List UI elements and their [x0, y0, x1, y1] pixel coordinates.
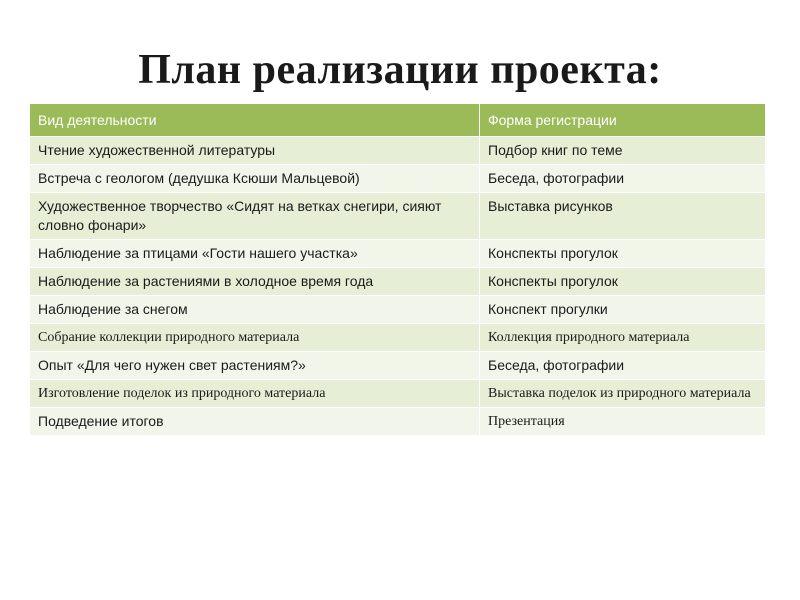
cell-registration: Выставка рисунков	[480, 193, 766, 240]
plan-table	[29, 103, 766, 436]
cell-activity: Чтение художественной литературы	[30, 137, 480, 165]
table-row	[30, 240, 766, 268]
table-row	[30, 165, 766, 193]
table-row	[30, 296, 766, 324]
table-row	[30, 268, 766, 296]
cell-activity: Встреча с геологом (дедушка Ксюши Мальцевой)	[30, 165, 480, 193]
cell-registration: Презентация	[480, 408, 766, 436]
cell-activity: Художественное творчество «Сидят на ветках снегири, сияют словно фонари»	[30, 193, 480, 240]
table-row	[30, 352, 766, 380]
cell-registration: Конспекты прогулок	[480, 268, 766, 296]
cell-registration: Выставка поделок из природного материала	[480, 380, 766, 408]
header-registration: Форма регистрации	[480, 104, 766, 137]
table-row	[30, 408, 766, 436]
page-title: План реализации проекта:	[138, 47, 662, 93]
cell-activity: Наблюдение за птицами «Гости нашего участка»	[30, 240, 480, 268]
table-row	[30, 137, 766, 165]
header-activity: Вид деятельности	[30, 104, 480, 137]
table-header-row	[30, 104, 766, 137]
cell-activity: Наблюдение за растениями в холодное время года	[30, 268, 480, 296]
cell-registration: Беседа, фотографии	[480, 165, 766, 193]
cell-registration: Беседа, фотографии	[480, 352, 766, 380]
cell-activity: Наблюдение за снегом	[30, 296, 480, 324]
table-row	[30, 193, 766, 240]
cell-activity: Опыт «Для чего нужен свет растениям?»	[30, 352, 480, 380]
cell-registration: Конспекты прогулок	[480, 240, 766, 268]
cell-registration: Подбор книг по теме	[480, 137, 766, 165]
cell-registration: Конспект прогулки	[480, 296, 766, 324]
cell-activity: Подведение итогов	[30, 408, 480, 436]
cell-registration: Коллекция природного материала	[480, 324, 766, 352]
cell-activity: Изготовление поделок из природного материала	[30, 380, 480, 408]
cell-activity: Собрание коллекции природного материала	[30, 324, 480, 352]
table-row	[30, 380, 766, 408]
table-row	[30, 324, 766, 352]
